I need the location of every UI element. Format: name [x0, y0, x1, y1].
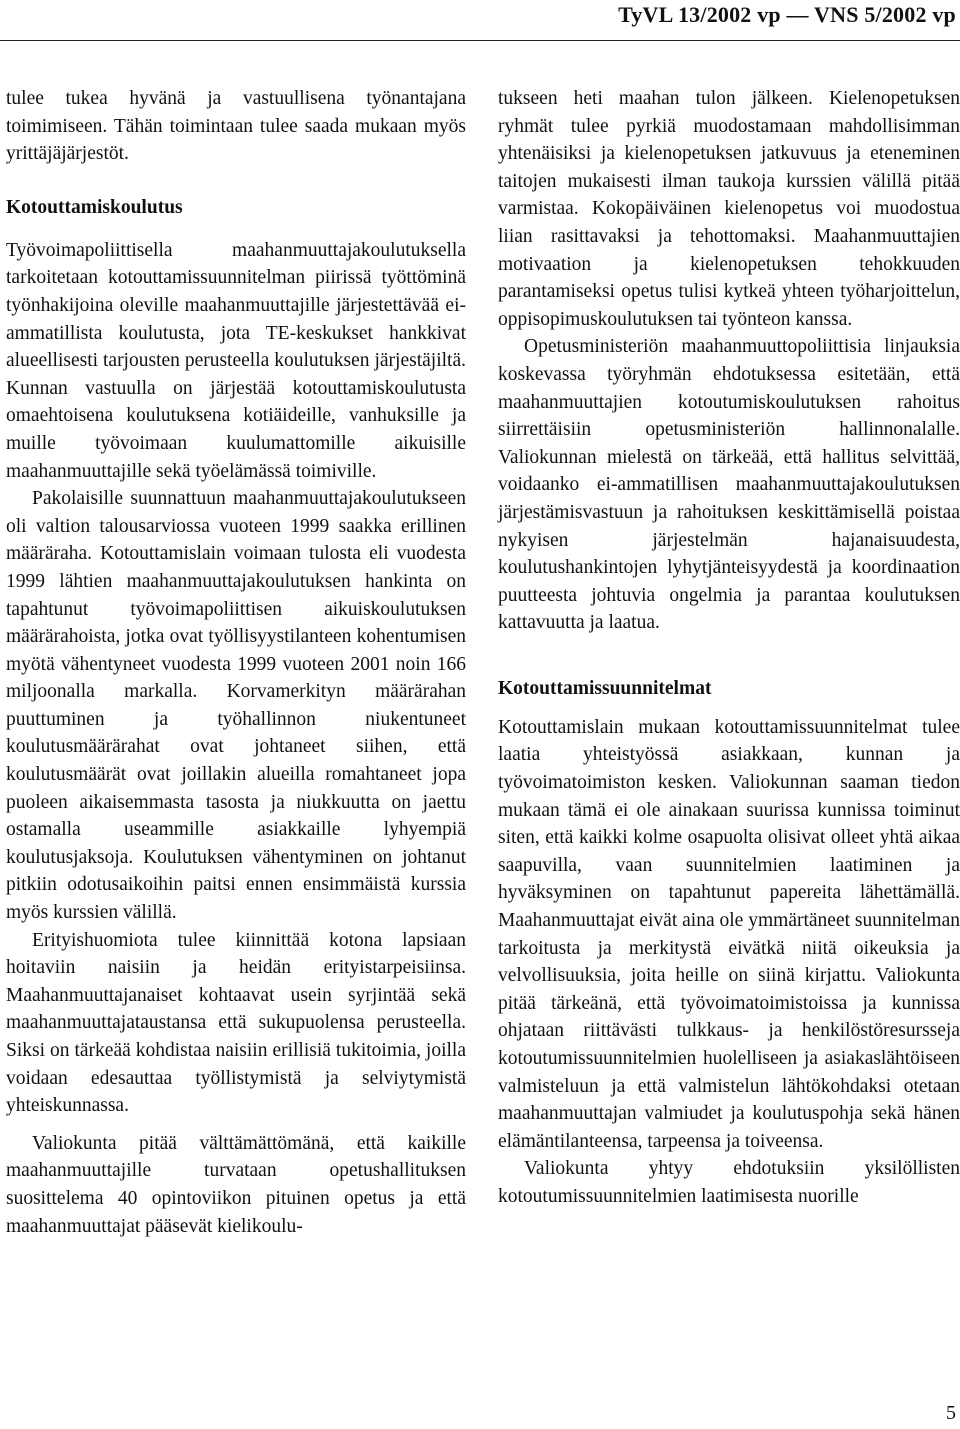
section-heading-kotouttamissuunnitelmat: Kotouttamissuunnitelmat: [498, 677, 712, 699]
paragraph: Valiokunta pitää välttämättömänä, että kaikille maahanmuuttajille turvataan opetushallituksen suosittelema 40 opintoviikon pituinen opetus ja että maahanmuuttajat pääsevät kielikoulu-: [6, 1132, 466, 1237]
page-number: 5: [946, 1402, 956, 1424]
intro-paragraph: tulee tukea hyvänä ja vastuullisena työnantajana toimimiseen. Tähän toimintaan tulee saada mukaan myös yrittäjäjärjestöt.: [6, 88, 466, 165]
paragraph: Kotouttamislain mukaan kotouttamissuunnitelmat tulee laatia yhteistyössä asiakkaan, kunnan ja työvoimatoimiston kesken. Valiokunnan saaman tiedon mukaan tämä ei ole ainakaan suurissa kunnissa toiminut siten, että kaikki kolme osapuolta olisivat olleet yhtä aikaa saapuvilla, vaan suunnitelmien laatiminen ja hyväksyminen on tapahtunut papereita lähettämällä. Maahanmuuttajat eivät aina ole ymmärtäneet suunnitelman tarkoitusta ja merkitystä eivätkä niitä oikeuksia ja velvollisuuksia, joita heille on siinä kirjattu. Valiokunta pitää tärkeänä, että työvoimatoimistoissa ja kunnissa ohjataan riittävästi tulkkaus- ja henkilöstöresursseja kotoutumissuunnitelmien huolelliseen ja asiakaslähtöiseen valmisteluun ja että valmistelun lähtökohdaksi otetaan maahanmuuttajan valmiudet ja koulutuspohja sekä hänen elämäntilanteensa, tarpeensa ja toiveensa.: [498, 716, 960, 1152]
right-column: [498, 85, 960, 1211]
paragraph: Opetusministeriön maahanmuuttopoliittisia linjauksia koskevassa työryhmän ehdotuksessa esitetään, että maahanmuuttajien kotoutumiskoulutuksen rahoitus siirrettäisiin opetusministeriön hallinnonalalle. Valiokunnan mielestä on tärkeää, että hallitus selvittää, voidaanko ei-ammatillisen maahanmuuttajakoulutuksen järjestämisvastuun ja rahoituksen keskittämisellä poistaa nykyisen järjestelmän hajanaisuudesta, koulutushankintojen lyhytjänteisyydestä ja koordinaation puutteesta johtuvia ongelmia ja parantaa koulutuksen kattavuutta ja laatua.: [498, 336, 960, 634]
paragraph: Erityishuomiota tulee kiinnittää kotona lapsiaan hoitaviin naisiin ja heidän erityistarpeisiinsa. Maahanmuuttajanaiset kohtaavat usein syrjintää sekä maahanmuuttajataustansa että sukupuolensa perusteella. Siksi on tärkeää kohdistaa naisiin erillisiä tukitoimia, joilla voidaan edesauttaa työllistymistä ja selviytymistä yhteiskunnassa.: [6, 929, 466, 1117]
left-column: [6, 85, 466, 1240]
header-divider: [0, 40, 960, 41]
paragraph: Työvoimapoliittisella maahanmuuttajakoulutuksella tarkoitetaan kotouttamissuunnitelman piirissä työttöminä työnhakijoina oleville maahanmuuttajille järjestettävää ei-ammatillista koulutusta, jota TE-keskukset hankkivat alueellisesti tarjousten perusteella koulutuksen järjestäjiltä. Kunnan vastuulla on järjestää kotouttamiskoulutusta omaehtoisena koulutuksena kotiäideille, vanhuksille ja muille työvoimaan kuulumattomille aikuisille maahanmuuttajille sekä työelämässä toimiville.: [6, 239, 466, 482]
paragraph: Pakolaisille suunnattuun maahanmuuttajakoulutukseen oli valtion talousarviossa vuoteen 1999 saakka erillinen määräraha. Kotouttamislain voimaan tulosta eli vuodesta 1999 lähtien maahanmuuttajakoulutuksen hankinta on tapahtunut työvoimapoliittisen aikuiskoulutuksen määrärahoista, jotka ovat työllisyystilanteen kohentumisen myötä vähentyneet vuodesta 1999 vuoteen 2001 noin 166 miljoonalla markalla. Korvamerkityn määrärahan puuttuminen ja työhallinnon niukentuneet koulutusmäärärahat ovat johtaneet siihen, että koulutusmäärät ovat joillakin alueilla romahtaneet jopa puoleen aikaisemmasta tasosta ja niukkuutta on jaettu ostamalla useammille asiakkaille lyhyempiä koulutusjaksoja. Koulutuksen vähentyminen on johtanut pitkiin odotusaikoihin paitsi ennen ensimmäistä kurssia myös kurssien välillä.: [6, 488, 466, 924]
section-heading-kotouttamiskoulutus: Kotouttamiskoulutus: [6, 196, 183, 218]
paragraph: tukseen heti maahan tulon jälkeen. Kielenopetuksen ryhmät tulee pyrkiä muodostamaan mahdollisimman yhtenäisiksi ja kielenopetuksen jatkuvuus ja eteneminen taitojen mukaisesti ilman taukoja kurssien välillä pitää varmistaa. Kokopäiväinen kielenopetus voi muodostua liian rasittavaksi ja tehottomaksi. Maahanmuuttajien motivaation ja kielenopetuksen tehokkuuden parantamiseksi opetus tulisi kytkeä yhteen työharjoittelun, oppisopimuskoulutuksen tai työnteon kanssa.: [498, 88, 960, 330]
running-header: TyVL 13/2002 vp — VNS 5/2002 vp: [618, 2, 956, 27]
paragraph: Valiokunta yhtyy ehdotuksiin yksilöllisten kotoutumissuunnitelmien laatimisesta nuorille: [498, 1158, 960, 1207]
